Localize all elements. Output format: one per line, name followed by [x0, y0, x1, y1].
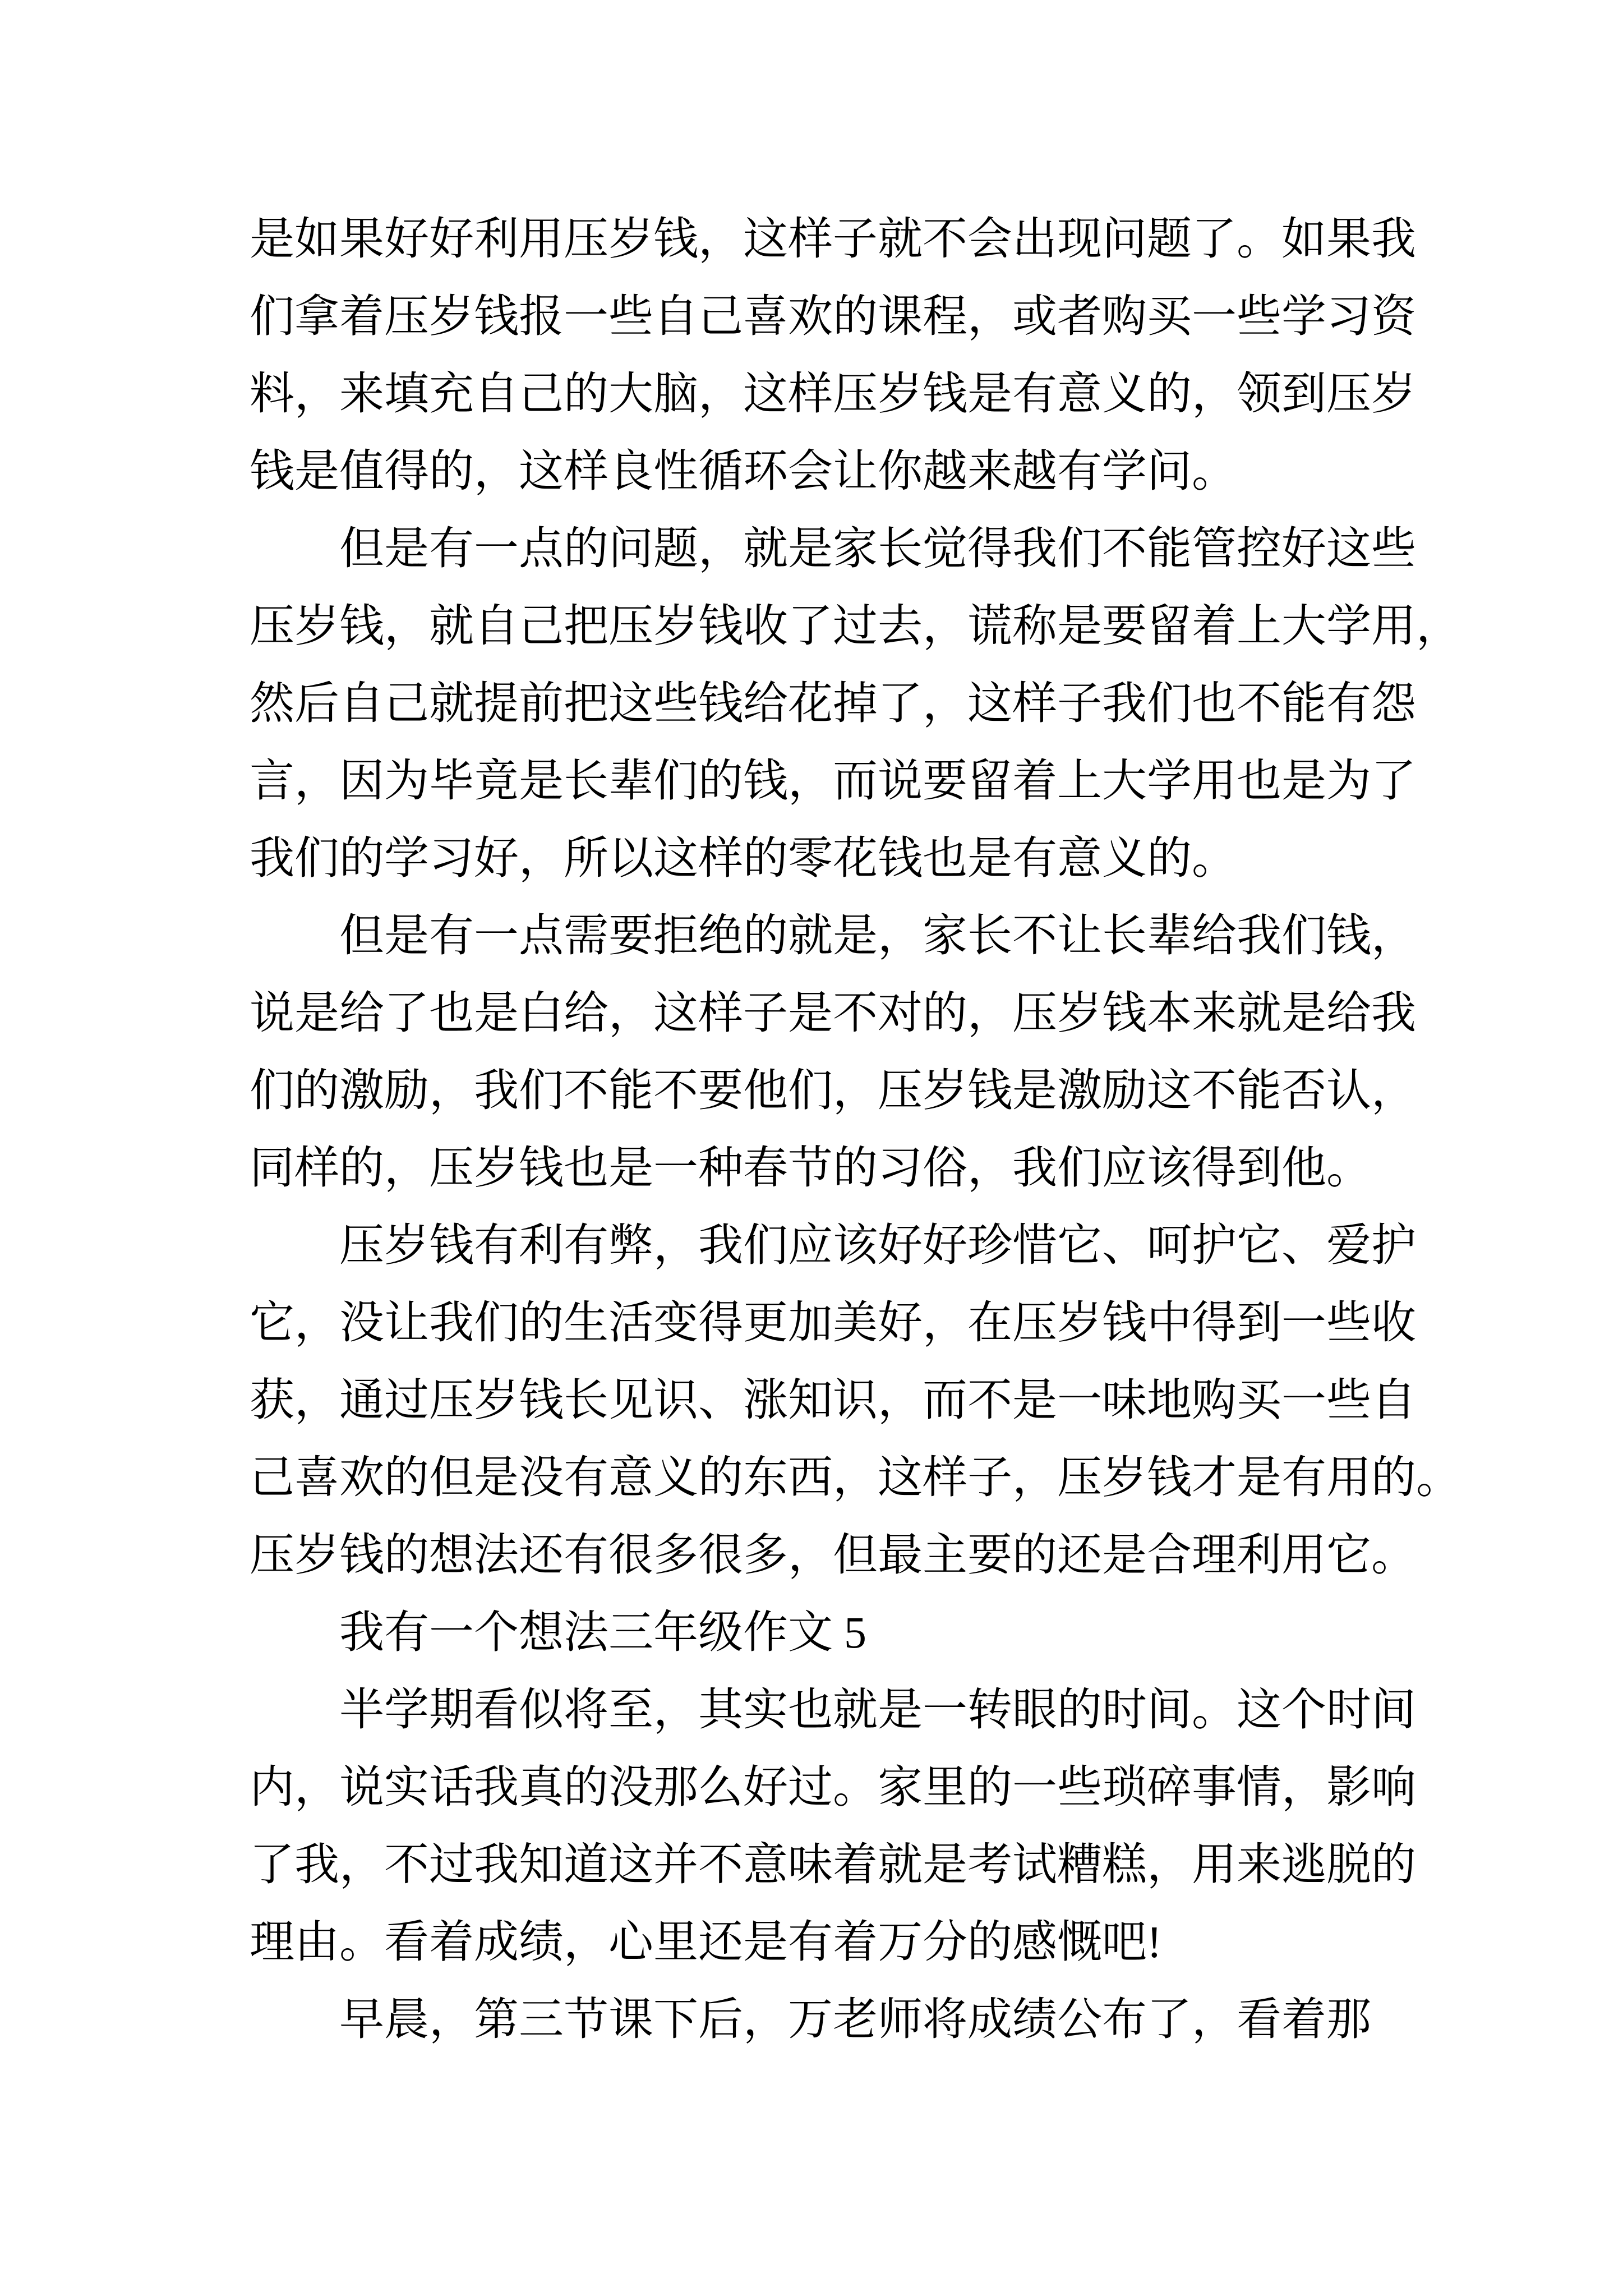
essay-line: 内，说实话我真的没那么好过。家里的一些琐碎事情，影响	[250, 1763, 1416, 1812]
essay-line: 了我，不过我知道这并不意味着就是考试糟糕，用来逃脱的	[250, 1841, 1416, 1890]
essay-line: 们的激励，我们不能不要他们，压岁钱是激励这不能否认，	[250, 1066, 1416, 1116]
essay-line: 是如果好好利用压岁钱，这样子就不会出现问题了。如果我	[250, 215, 1416, 264]
essay-line: 理由。看着成绩，心里还是有着万分的感慨吧!	[250, 1918, 1162, 1967]
essay-line: 们拿着压岁钱报一些自己喜欢的课程，或者购买一些学习资	[250, 292, 1416, 342]
essay-section-title: 我有一个想法三年级作文 5	[339, 1608, 866, 1658]
essay-line: 它，没让我们的生活变得更加美好，在压岁钱中得到一些收	[250, 1299, 1416, 1348]
essay-line: 压岁钱有利有弊，我们应该好好珍惜它、呵护它、爱护	[339, 1221, 1416, 1271]
essay-line: 然后自己就提前把这些钱给花掉了，这样子我们也不能有怨	[250, 679, 1416, 729]
essay-line: 但是有一点需要拒绝的就是，家长不让长辈给我们钱，	[339, 912, 1416, 961]
essay-line: 半学期看似将至，其实也就是一转眼的时间。这个时间	[339, 1686, 1416, 1735]
essay-line: 压岁钱，就自己把压岁钱收了过去，谎称是要留着上大学用，	[250, 602, 1461, 651]
essay-line: 获，通过压岁钱长见识、涨知识，而不是一味地购买一些自	[250, 1376, 1416, 1425]
essay-line: 说是给了也是白给，这样子是不对的，压岁钱本来就是给我	[250, 989, 1416, 1038]
essay-line: 钱是值得的，这样良性循环会让你越来越有学问。	[250, 447, 1237, 496]
essay-line: 压岁钱的想法还有很多很多，但最主要的还是合理利用它。	[250, 1531, 1416, 1580]
essay-line: 同样的，压岁钱也是一种春节的习俗，我们应该得到他。	[250, 1144, 1371, 1193]
essay-line: 但是有一点的问题，就是家长觉得我们不能管控好这些	[339, 524, 1416, 574]
essay-line: 言，因为毕竟是长辈们的钱，而说要留着上大学用也是为了	[250, 757, 1416, 806]
essay-line: 早晨，第三节课下后，万老师将成绩公布了，看着那	[339, 1995, 1371, 2045]
essay-line: 料，来填充自己的大脑，这样压岁钱是有意义的，领到压岁	[250, 370, 1416, 419]
essay-line: 我们的学习好，所以这样的零花钱也是有意义的。	[250, 834, 1237, 884]
essay-line: 己喜欢的但是没有意义的东西，这样子，压岁钱才是有用的。	[250, 1453, 1461, 1503]
